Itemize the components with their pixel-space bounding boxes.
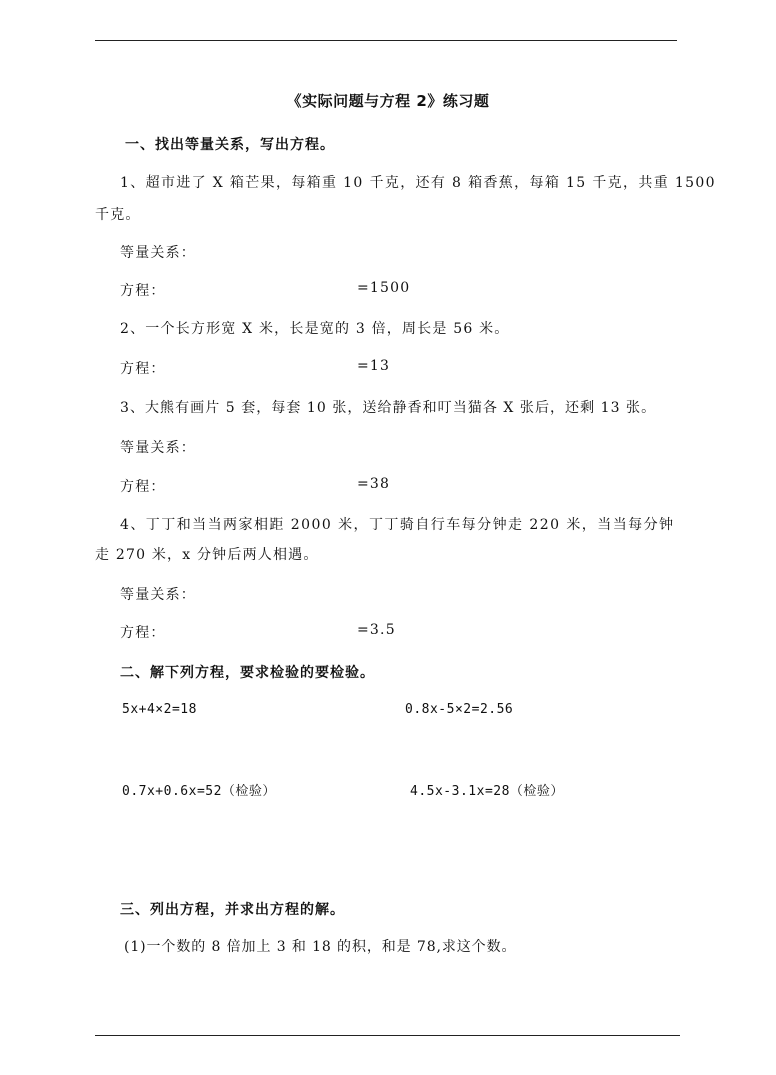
equation-2: 0.8x-5×2=2.56 <box>405 702 514 717</box>
q4-text-line1: 4、丁丁和当当两家相距 2000 米，丁丁骑自行车每分钟走 220 米，当当每分钟 <box>120 517 675 533</box>
q1-text-line2: 千克。 <box>95 207 141 223</box>
section3-heading: 三、列出方程，并求出方程的解。 <box>120 902 345 918</box>
section2-heading: 二、解下列方程，要求检验的要检验。 <box>120 665 375 681</box>
equation-1: 5x+4×2=18 <box>122 702 197 717</box>
q1-text-line1: 1、超市进了 X 箱芒果，每箱重 10 千克，还有 8 箱香蕉，每箱 15 千克，共重 1500 <box>120 175 716 191</box>
section3-q1: (1)一个数的 8 倍加上 3 和 18 的积，和是 78,求这个数。 <box>124 939 517 955</box>
section1-heading: 一、找出等量关系，写出方程。 <box>125 137 335 153</box>
header-rule <box>95 40 677 41</box>
q1-relation-label: 等量关系： <box>120 245 196 261</box>
q2-equation-label: 方程： <box>120 361 166 377</box>
q4-equation-result: =3.5 <box>357 622 396 638</box>
equation-4: 4.5x-3.1x=28（检验） <box>410 784 564 799</box>
page-title: 《实际问题与方程 2》练习题 <box>286 92 490 110</box>
q4-relation-label: 等量关系： <box>120 587 196 603</box>
q2-text: 2、一个长方形宽 X 米，长是宽的 3 倍，周长是 56 米。 <box>120 321 510 337</box>
q4-text-line2: 走 270 米，x 分钟后两人相遇。 <box>95 547 319 563</box>
q3-equation-result: =38 <box>357 476 391 492</box>
footer-rule <box>95 1035 680 1036</box>
q3-relation-label: 等量关系： <box>120 440 196 456</box>
q2-equation-result: =13 <box>357 358 391 374</box>
equation-3: 0.7x+0.6x=52（检验） <box>122 784 276 799</box>
q3-equation-label: 方程： <box>120 479 166 495</box>
q1-equation-label: 方程： <box>120 283 166 299</box>
q1-equation-result: =1500 <box>357 280 411 296</box>
q3-text: 3、大熊有画片 5 套，每套 10 张，送给静香和叮当猫各 X 张后，还剩 13 张。 <box>120 400 657 416</box>
q4-equation-label: 方程： <box>120 625 166 641</box>
